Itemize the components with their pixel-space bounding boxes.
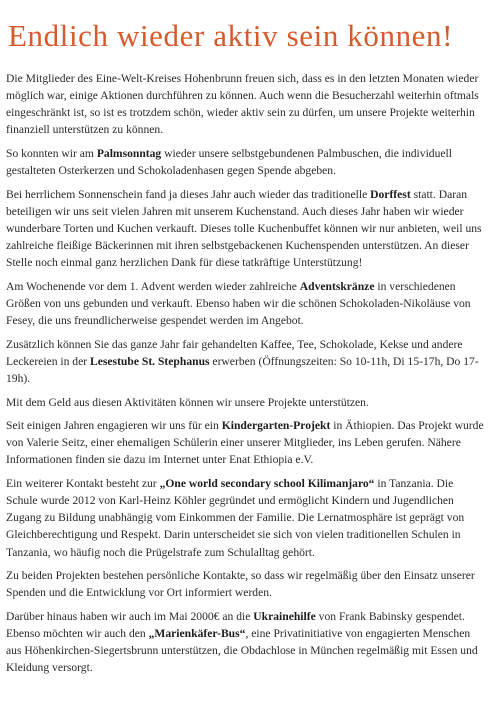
paragraph (6, 567, 484, 601)
paragraph (6, 417, 484, 468)
article-body (6, 70, 484, 676)
highlighted-term: Adventskränze (299, 279, 375, 293)
paragraph-text: , eine Privatinitiative von engagierten Menschen aus Höhenkirchen-Siegertsbrunn unterstützen, die Obdachlose in München regelmäßig mit Essen und Kleidung versorgt. (6, 627, 478, 675)
paragraph-text: Am Wochenende vor dem 1. Advent werden wieder zahlreiche (6, 279, 300, 293)
paragraph-text: Ein weiterer Kontakt besteht zur (6, 477, 160, 491)
paragraph-text: Zusätzlich können Sie das ganze Jahr fair gehandelten Kaffee, Tee, Schokolade, Kekse und andere Leckereien in der (6, 337, 463, 368)
paragraph-text: in Tanzania. Die Schule wurde 2012 von Karl-Heinz Köhler gegründet und ermöglicht Kindern und Jugendlichen Zugang zu Bildung unabhängig vom Einkommen der Familie. Die Lernatmosphäre ist geprägt von Gleichberechtigung und Respekt. Darin unterscheidet sie sich von vielen traditionellen Schulen in Tanzania, wo häufig noch die Prügelstrafe zum Schulalltag gehört. (6, 477, 465, 559)
highlighted-term: Lesestube St. Stephanus (90, 354, 210, 368)
highlighted-term: „One world secondary school Kilimanjaro“ (159, 477, 375, 491)
paragraph-text: Seit einigen Jahren engagieren wir uns für ein (6, 419, 222, 433)
highlighted-term: Dorffest (370, 187, 411, 201)
paragraph-text: erwerben (Öffnungszeiten: So 10-11h, Di 15-17h, Do 17-19h). (6, 354, 479, 385)
paragraph (6, 475, 484, 560)
paragraph-text: von Frank Babinsky gespendet. Ebenso möchten wir auch den (6, 609, 465, 641)
paragraph-text: Bei herrlichem Sonnenschein fand ja dieses Jahr auch wieder das traditionelle (6, 187, 371, 201)
highlighted-term: Ukrainehilfe (253, 609, 316, 623)
paragraph (6, 336, 484, 387)
paragraph (6, 608, 484, 676)
paragraph-text: Mit dem Geld aus diesen Aktivitäten können wir unsere Projekte unterstützen. (6, 395, 369, 409)
paragraph (6, 394, 484, 411)
highlighted-term: Palmsonntag (96, 146, 162, 160)
paragraph-text: statt. Daran beteiligen wir uns seit vielen Jahren mit unserem Kuchenstand. Auch dieses Jahr haben wir wieder wunderbare Torten und Kuchen verkauft. Dieses tolle Kuchenbuffet können wir nur anbieten, weil uns zahlreiche fleißige Bäckerinnen mit ihren selbstgebackenen Kuchenspenden unterstützen. An dieser Stelle noch einmal ganz herzlichen Dank für diese tatkräftige Unterstützung! (6, 187, 482, 270)
paragraph-text: Die Mitglieder des Eine-Welt-Kreises Hohenbrunn freuen sich, dass es in den letzten Monaten wieder möglich war, einige Aktionen durchführen zu können. Auch wenn die Besucherzahl weiterhin oftmals eingeschränkt ist, so ist es trotzdem schön, wieder aktiv sein zu dürfen, um unsere Projekte weiterhin finanziell unterstützen zu können. (6, 72, 479, 137)
paragraph-text: in verschiedenen Größen von uns gebunden und verkauft. Ebenso haben wir die schönen Schokoladen-Nikoläuse von Fesey, die uns freundlicherweise gespendet werden im Angebot. (6, 279, 471, 327)
article-title: Endlich wieder aktiv sein können! (8, 18, 454, 53)
paragraph-text: in Äthiopien. Das Projekt wurde von Valerie Seitz, einer ehemaligen Schülerin einer unserer Mitglieder, ins Leben gerufen. Nähere Informationen finden sie dazu im Internet unter Enat Ethiopia e.V. (6, 419, 484, 467)
paragraph (6, 186, 484, 271)
paragraph-text: So konnten wir am (6, 146, 97, 160)
paragraph (6, 70, 484, 138)
paragraph (6, 278, 484, 329)
highlighted-term: „Marienkäfer-Bus“ (148, 627, 246, 641)
paragraph-text: Darüber hinaus haben wir auch im Mai 2000€ an die (6, 609, 254, 623)
highlighted-term: Kindergarten-Projekt (221, 419, 331, 433)
paragraph-text: Zu beiden Projekten bestehen persönliche Kontakte, so dass wir regelmäßig über den Einsatz unserer Spenden und die Entwicklung vor Ort informiert werden. (6, 569, 475, 600)
paragraph (6, 145, 484, 179)
paragraph-text: wieder unsere selbstgebundenen Palmbuschen, die individuell gestalteten Osterkerzen und Schokoladenhasen gegen Spende abgeben. (6, 146, 452, 178)
